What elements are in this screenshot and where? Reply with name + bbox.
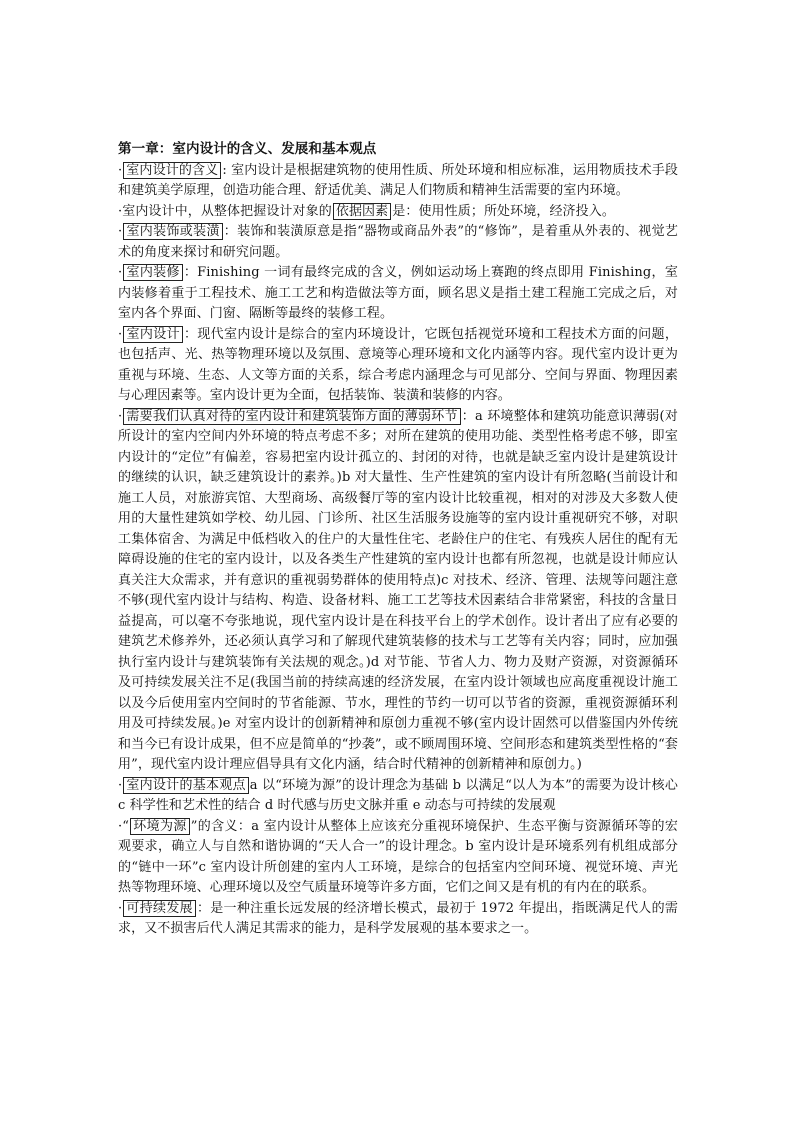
bullet-prefix: · <box>118 777 123 793</box>
boxed-term: 室内装修 <box>123 264 183 281</box>
paragraph-5 <box>118 325 678 407</box>
paragraph-text: ：a 环境整体和建筑功能意识薄弱(对所设计的室内空间内外环境的特点考虑不多；对所在建筑的使用功能、类型性格考虑不够，即室内设计的“定位”有偏差，容易把室内设计孤立的、封闭的对待，也就是缺乏室内设计是建筑设计的继续的认识，缺乏建筑设计的素养。)b 对大量性、生产性建筑的室内设计有所忽略(当前设计和施工人员，对旅游宾馆、大型商场、高级餐厅等的室内设计比较重视，相对的对涉及大多数人使用的大量性建筑如学校、幼儿园、门诊所、社区生活服务设施等的室内设计重视研究不够，对职工集体宿舍、为满足中低档收入的住户的大量性住宅、老龄住户的住宅、有残疾人居住的配有无障碍设施的住宅的室内设计，以及各类生产性建筑的室内设计也都有所忽视，也就是设计师应认真关注大众需求，并有意识的重视弱势群体的使用特点)c 对技术、经济、管理、法规等问题注意不够(现代室内设计与结构、构造、设备材料、施工工艺等技术因素结合非常紧密，科技的含量日益提高，可以毫不夸张地说，现代室内设计是在科技平台上的学术创作。设计者出了应有必要的建筑艺术修养外，还必须认真学习和了解现代建筑装修的技术与工艺等有关内容；同时，应加强执行室内设计与建筑装饰有关法规的观念。)d 对节能、节省人力、物力及财产资源，对资源循环及可持续发展关注不足(我国当前的持续高速的经济发展，在室内设计领域也应高度重视设计施工以及今后使用室内空间时的节省能源、节水，理性的节约一切可以节省的资源，重视资源循环利用及可持续发展。)e 对室内设计的创新精神和原创力重视不够(室内设计固然可以借鉴国内外传统和当今已有设计成果，但不应是简单的“抄袭”，或不顾周围环境、空间形态和建筑类型性格的“套用”，现代室内设计理应倡导具有文化内涵，结合时代精神的创新精神和原创力。) <box>118 408 678 772</box>
bullet-prefix: · <box>118 265 123 280</box>
bullet-prefix: · <box>118 224 123 239</box>
paragraph-text: ”的含义：a 室内设计从整体上应该充分重视环境保护、生态平衡与资源循环等的宏观要求，确立人与自然和谐协调的“天人合一”的设计理念。b 室内设计是环境系列有机组成部分的“链中一环”c 室内设计所创建的室内人工环境，是综合的包括室内空间环境、视觉环境、声光热等物理环境、心理环境以及空气质量环境等许多方面，它们之间又是有机的有内在的联系。 <box>118 818 678 895</box>
boxed-term: 室内设计的含义 <box>123 162 221 179</box>
paragraph-6 <box>118 407 678 776</box>
paragraph-7 <box>118 776 678 817</box>
paragraph-text: : 室内设计是根据建筑物的使用性质、所处环境和相应标准，运用物质技术手段和建筑美学原理，创造功能合理、舒适优美、满足人们物质和精神生活需要的室内环境。 <box>118 162 678 198</box>
bullet-prefix: · <box>118 408 123 424</box>
boxed-term: 室内设计 <box>123 326 183 343</box>
boxed-term: 室内设计的基本观点 <box>123 777 249 794</box>
boxed-term: 需要我们认真对待的室内设计和建筑装饰方面的薄弱环节 <box>123 408 461 425</box>
paragraph-2 <box>118 202 678 223</box>
paragraph-text: ：现代室内设计是综合的室内环境设计，它既包括视觉环境和工程技术方面的问题，也包括声、光、热等物理环境以及氛围、意境等心理环境和文化内涵等内容。现代室内设计更为重视与环境、生态、人文等方面的关系，综合考虑内涵理念与可见部分、空间与界面、物理因素与心理因素等。室内设计更为全面，包括装饰、装潢和装修的内容。 <box>118 326 678 403</box>
bullet-prefix: · <box>118 162 123 178</box>
bullet-prefix: · <box>118 900 123 916</box>
chapter-title: 第一章：室内设计的含义、发展和基本观点 <box>118 141 377 157</box>
paragraph-text: ：Finishing 一词有最终完成的含义，例如运动场上赛跑的终点即用 Finishing，室内装修着重于工程技术、施工工艺和构造做法等方面，顾名思义是指土建工程施工完成之后，对室内各个界面、门窗、隔断等最终的装修工程。 <box>118 265 678 321</box>
paragraph-4 <box>118 263 678 325</box>
paragraph-text: ：装饰和装潢原意是指“器物或商品外表”的“修饰”，是着重从外表的、视觉艺术的角度来探讨和研究问题。 <box>118 224 679 260</box>
boxed-term: 环境为源 <box>130 818 190 835</box>
bullet-prefix: ·室内设计中，从整体把握设计对象的 <box>118 203 332 219</box>
boxed-term: 室内装饰或装潢 <box>123 223 223 240</box>
document-body <box>118 139 678 940</box>
bullet-prefix: ·“ <box>118 818 129 834</box>
paragraph-3 <box>118 222 678 263</box>
boxed-term: 依据因素 <box>333 203 391 220</box>
paragraph-1 <box>118 161 678 202</box>
paragraph-9 <box>118 899 678 940</box>
boxed-term: 可持续发展 <box>123 900 196 917</box>
paragraph-8 <box>118 817 678 899</box>
bullet-prefix: · <box>118 326 123 342</box>
paragraph-text: 是：使用性质；所处环境，经济投入。 <box>392 203 615 219</box>
paragraph-text: a 以“环境为源”的设计理念为基础 b 以满足“以人为本”的需要为设计核心 c 科学性和艺术性的结合 d 时代感与历史文脉并重 e 动态与可持续的发展观 <box>118 777 678 813</box>
paragraph-text: ：是一种注重长远发展的经济增长模式，最初于 1972 年提出，指既满足代人的需求，又不损害后代人满足其需求的能力，是科学发展观的基本要求之一。 <box>118 900 678 936</box>
